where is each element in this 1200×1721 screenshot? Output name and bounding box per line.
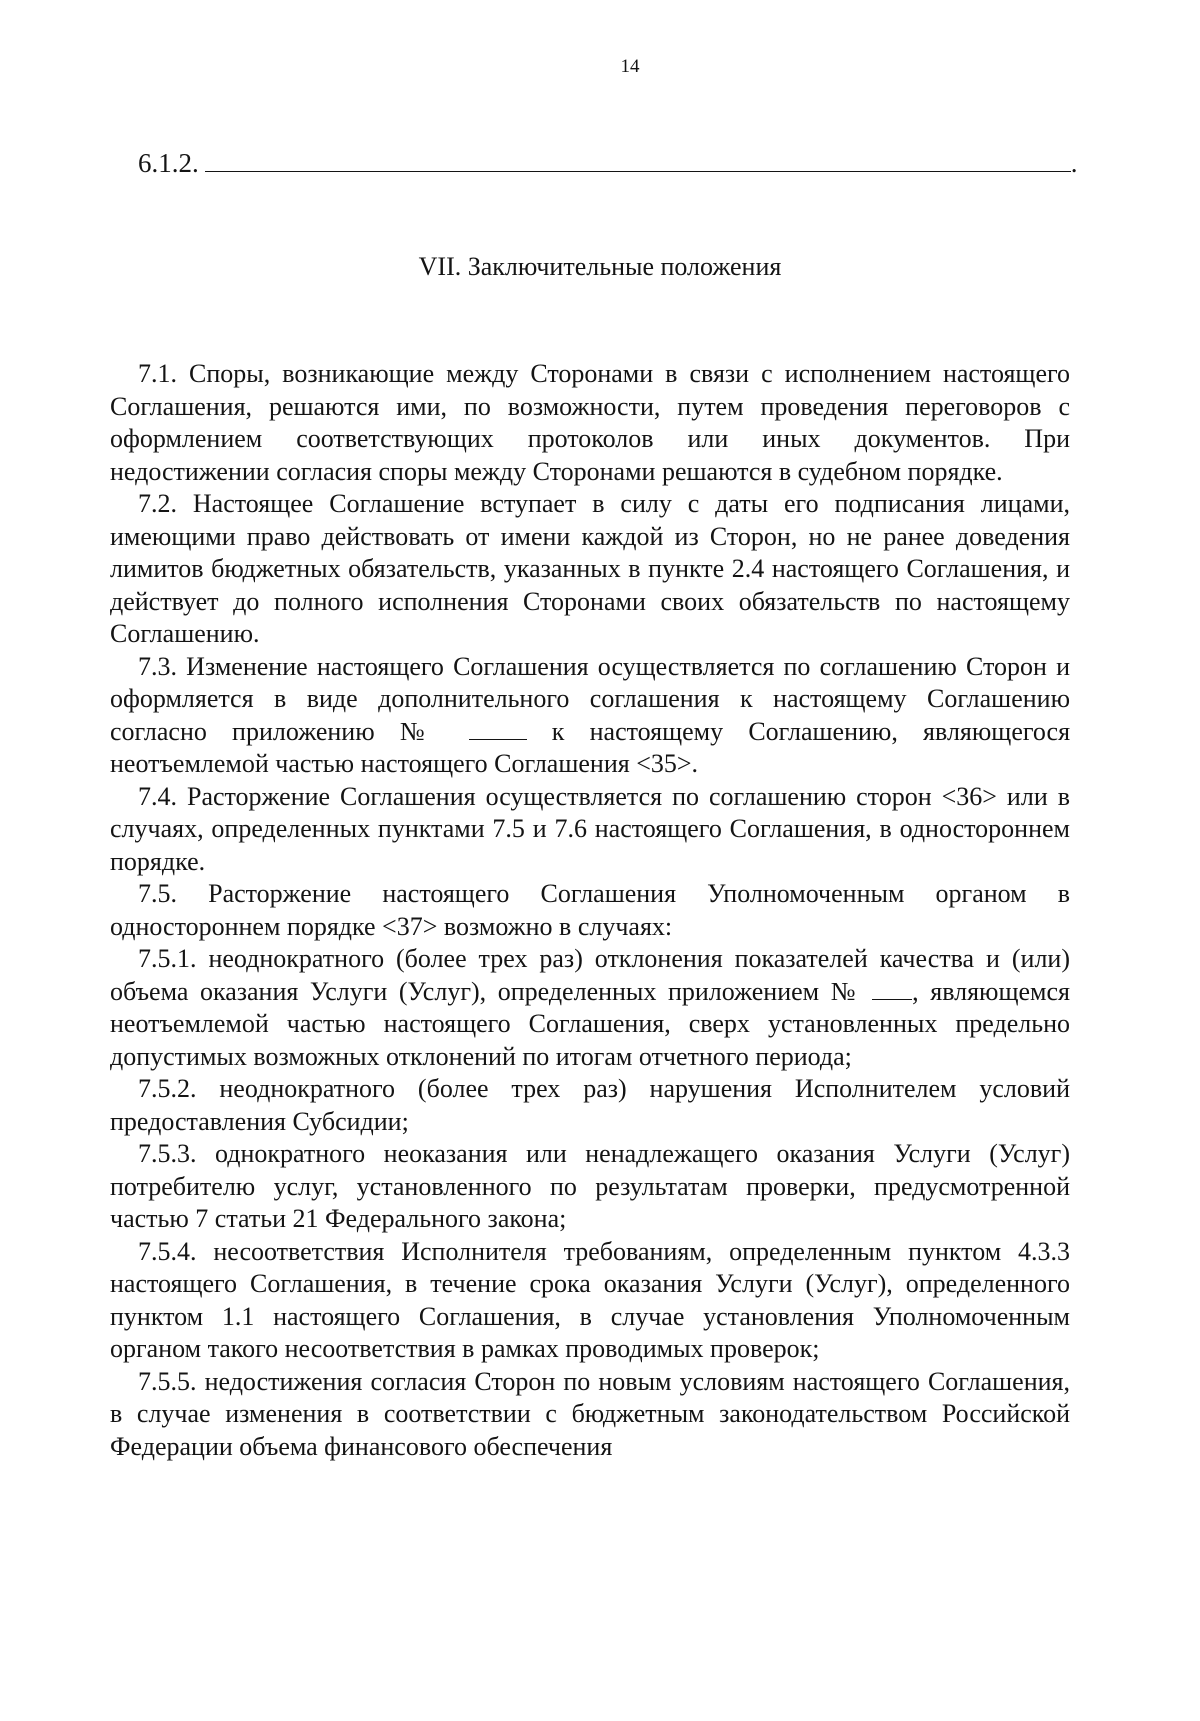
- paragraph-7-5-3: 7.5.3. однократного неоказания или ненадлежащего оказания Услуги (Услуг) потребителю услуг, установленного по результатам проверки, предусмотренной частью 7 статьи 21 Федерального закона;: [110, 1139, 1070, 1233]
- appendix-number-blank: [872, 979, 912, 1000]
- item-6-1-2-end-mark: .: [1070, 148, 1078, 178]
- paragraph-7-5-5: 7.5.5. недостижения согласия Сторон по новым условиям настоящего Соглашения, в случае изменения в соответствии с бюджетным законодательством Российской Федерации объема финансового обеспечения: [110, 1366, 1070, 1461]
- paragraph-7-4: 7.4. Расторжение Соглашения осуществляется по соглашению сторон <36> или в случаях, определенных пунктами 7.5 и 7.6 настоящего Соглашения, в одностороннем порядке.: [110, 781, 1070, 876]
- paragraph-7-1: 7.1. Споры, возникающие между Сторонами в связи с исполнением настоящего Соглашения, решаются ими, по возможности, путем проведения переговоров с оформлением соответствующих протоколов или иных документов. При недостижении согласия споры между Сторонами решаются в судебном порядке.: [110, 359, 1070, 486]
- paragraph-7-3-part-b: к настоящему Соглашению, являющегося неотъемлемой частью настоящего Соглашения <35>.: [110, 716, 1071, 778]
- page-number: 14: [620, 56, 640, 77]
- paragraph-7-5-1-part-a: 7.5.1. неоднократного (более трех раз) отклонения показателей качества и (или) объема оказания Услуги (Услуг), определенных приложением №: [110, 944, 1070, 1006]
- paragraph-7-5-1: [110, 943, 1070, 1073]
- paragraph-7-5-1-part-b: , являющемся неотъемлемой частью настоящего Соглашения, сверх установленных предельно допустимых возможных отклонений по итогам отчетного периода;: [110, 976, 1070, 1071]
- paragraph-7-5: 7.5. Расторжение настоящего Соглашения Уполномоченным органом в одностороннем порядке <37> возможно в случаях:: [110, 879, 1070, 941]
- paragraph-7-3-part-a: 7.3. Изменение настоящего Соглашения осуществляется по соглашению Сторон и оформляется в виде дополнительного соглашения к настоящему Соглашению согласно приложению №: [110, 651, 1070, 746]
- paragraph-7-3: [110, 651, 1070, 781]
- blank-fill-line: [205, 149, 1071, 172]
- item-6-1-2-label: 6.1.2.: [138, 148, 199, 178]
- section-body: [110, 358, 1070, 1463]
- item-6-1-2: [138, 148, 1078, 179]
- section-title: VII. Заключительные положения: [418, 252, 782, 281]
- paragraph-7-2: 7.2. Настоящее Соглашение вступает в силу с даты его подписания лицами, имеющими право действовать от имени каждой из Сторон, но не ранее доведения лимитов бюджетных обязательств, указанных в пункте 2.4 настоящего Соглашения, и действует до полного исполнения Сторонами своих обязательств по настоящему Соглашению.: [110, 489, 1070, 648]
- paragraph-7-5-2: 7.5.2. неоднократного (более трех раз) нарушения Исполнителем условий предоставления Субсидии;: [110, 1074, 1070, 1136]
- appendix-number-blank: [469, 719, 527, 740]
- paragraph-7-5-4: 7.5.4. несоответствия Исполнителя требованиям, определенным пунктом 4.3.3 настоящего Соглашения, в течение срока оказания Услуги (Услуг), определенного пунктом 1.1 настоящего Соглашения, в случае установления Уполномоченным органом такого несоответствия в рамках проводимых проверок;: [110, 1236, 1070, 1363]
